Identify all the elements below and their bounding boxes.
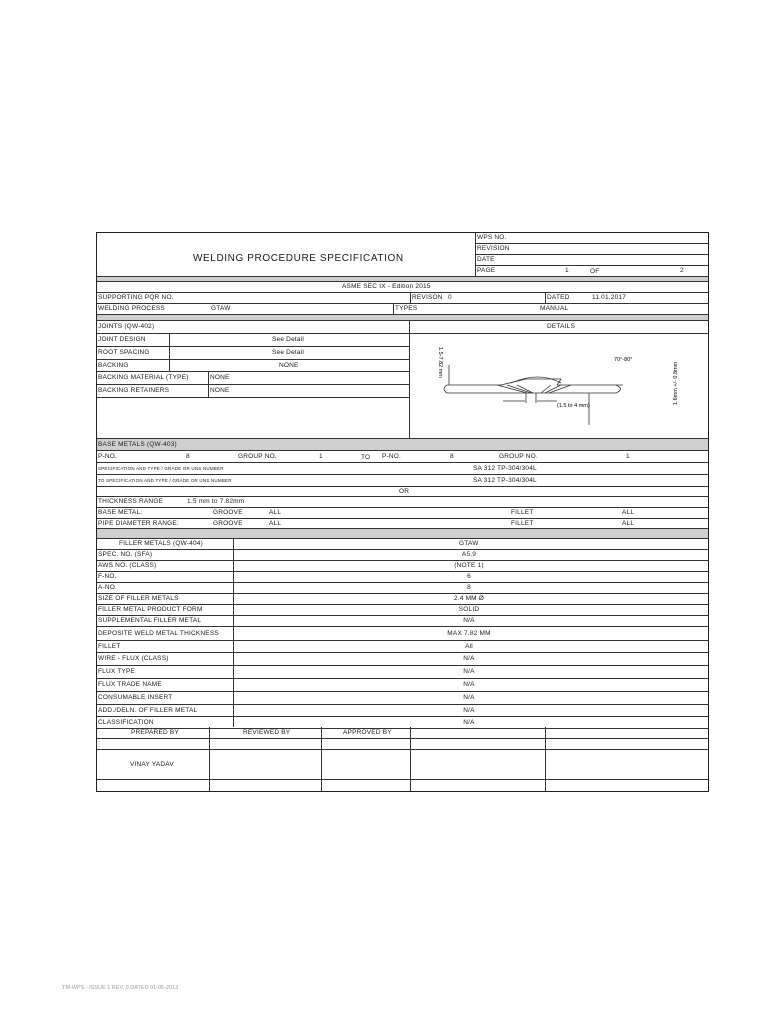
joints-header-row [97,321,708,334]
filler-row-label: FLUX TYPE [98,668,136,675]
page-number: 1 [565,267,569,274]
thickness-row: THICKNESS RANGE 1.5 mm to 7.82mm [97,497,708,508]
page-total: 2 [680,267,684,274]
to-spec-row: TO SPECIFICATION AND TYPE / GRADE OR UNS NUMBER SA 312 TP-304/304L [97,475,708,487]
pno-row: P-NO. 8 GROUP NO. 1 TO P-NO. 8 GROUP NO. 1 [97,451,708,463]
code-row [97,282,708,293]
filler-row-label: CONSUMABLE INSERT [98,694,173,701]
filler-row [97,583,708,594]
wps-no-row: WPS NO. [475,233,708,244]
spec-row: SPECIFICATION AND TYPE / GRADE OR UNS NUMBER SA 312 TP-304/304L [97,463,708,475]
filler-row-label: FLUX TRADE NAME [98,681,162,688]
base-metal-row: BASE METAL: GROOVE ALL FILLET ALL [97,508,708,519]
signature-names-row [97,750,708,780]
filler-row-value: 8 [467,584,471,591]
supporting-pqr-row: SUPPORTING PQR NO. REVISON 0 DATED 11.01.2017 [97,293,708,304]
filler-row-label: FILLER METAL PRODUCT FORM [98,606,203,613]
base-metals-header: BASE METALS (QW-403) [97,439,708,451]
filler-row [97,616,708,627]
filler-row-value: A5.9 [461,551,477,558]
page-row: PAGE 1 OF 2 [475,266,708,277]
filler-row-value: 2.4 MM Ø [453,595,485,602]
filler-row-value: (NOTE 1) [454,562,484,569]
filler-row [97,594,708,605]
filler-row-label: F-NO. [98,573,117,580]
filler-row [97,679,708,692]
filler-row-value: N/A [463,694,475,701]
filler-row [97,653,708,666]
filler-row-label: WIRE - FLUX (CLASS) [98,655,169,662]
filler-row [97,641,708,653]
pipe-diameter-row: PIPE DIAMETER RANGE: GROOVE ALL FILLET ALL [97,519,708,529]
or-row: OR [97,487,708,497]
filler-row [97,605,708,616]
gap-dimension: (1.5 to 4 mm) [557,403,590,409]
filler-row-label: SIZE OF FILLER METALS [98,595,179,602]
joint-design-row: JOINT DESIGN See Detail [97,334,410,347]
filler-row-label: SPEC. NO. (SFA) [98,551,153,558]
form-footer: TM-WPS - ISSUE 1 REV. 0 DATED 01-05-2013 [62,985,179,991]
root-spacing-row: ROOT SPACING See Detail [97,347,410,360]
code-reference: ASME SEC IX - Edition 2015 [342,283,431,290]
revision-row: REVISION [475,244,708,255]
filler-row-value: N/A [463,681,475,688]
wps-form [96,232,709,792]
filler-row-label: A-NO. [98,584,118,591]
date-row: DATE [475,255,708,266]
filler-row-value: N/A [463,655,475,662]
filler-row [97,717,708,729]
filler-row-value: SOLID [458,606,480,613]
signature-header-row: PREPARED BY REVIEWED BY APPROVED BY [97,727,708,739]
filler-row [97,705,708,717]
filler-row [97,572,708,583]
filler-row [97,550,708,561]
filler-row [97,692,708,705]
backing-material-row: BACKING MATERIAL (TYPE) NONE [97,372,410,385]
filler-row-label: DEPOSITE WELD METAL THICKNESS [98,630,219,637]
filler-row-value: 6 [467,573,471,580]
root-face-dimension: 1.6mm +/- 0.8mm [673,361,679,405]
filler-row-value: MAX 7.82 MM [447,630,491,637]
filler-row-value: N/A [463,617,475,624]
thickness-dimension: 1.5-7.82 mm [437,347,443,378]
filler-row [97,561,708,572]
filler-row-value: N/A [463,719,475,726]
page-title: WELDING PROCEDURE SPECIFICATION [193,253,404,264]
filler-row-label: CLASSIFICATION [98,719,154,726]
filler-header-row: FILLER METALS (QW-404) GTAW [97,539,708,550]
filler-row-value: All [465,643,473,650]
filler-row-value: N/A [463,707,475,714]
bevel-angle: 70°-80° [614,357,633,363]
details-label: DETAILS [547,323,576,330]
filler-row-label: FILLET [98,643,121,650]
prepared-by-name: VINAY YADAV [130,761,174,768]
backing-row: BACKING NONE [97,360,410,372]
filler-row [97,627,708,641]
filler-row-label: SUPPLEMENTAL FILLER METAL [98,617,202,624]
filler-row-value: N/A [463,668,475,675]
filler-row [97,666,708,679]
backing-retainers-row: BACKING RETAINERS NONE [97,385,410,398]
welding-process-row: WELDING PROCESS GTAW TYPES MANUAL [97,304,708,315]
joints-section-label: JOINTS (QW-402) [98,323,155,330]
filler-row-label: AWS NO. (CLASS) [98,562,157,569]
filler-row-label: ADD./DELN. OF FILLER METAL [98,707,198,714]
